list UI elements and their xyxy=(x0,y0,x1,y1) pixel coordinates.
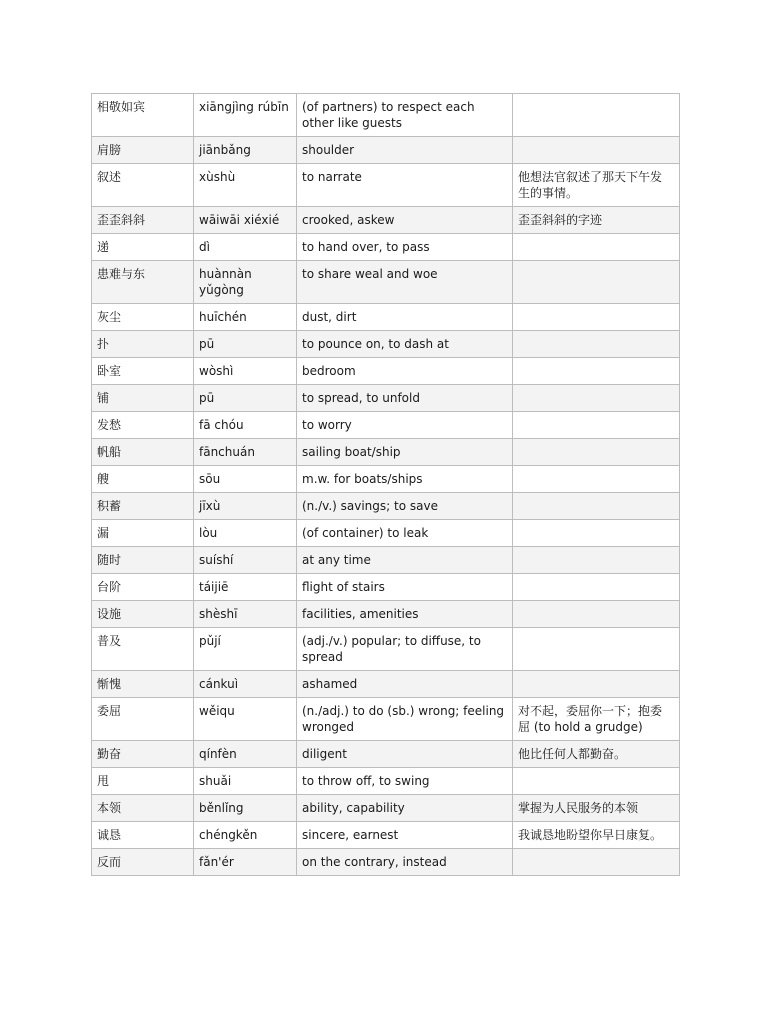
example-sentence-cell xyxy=(513,768,680,795)
example-sentence-cell xyxy=(513,520,680,547)
chinese-term-cell: 艘 xyxy=(92,466,194,493)
table-row xyxy=(92,137,680,164)
example-sentence-cell xyxy=(513,358,680,385)
table-row xyxy=(92,698,680,741)
pinyin-cell: wòshì xyxy=(194,358,297,385)
table-row xyxy=(92,671,680,698)
table-row xyxy=(92,822,680,849)
pinyin-cell: suíshí xyxy=(194,547,297,574)
chinese-term-cell: 递 xyxy=(92,234,194,261)
english-meaning-cell: flight of stairs xyxy=(297,574,513,601)
example-sentence-cell: 他比任何人都勤奋。 xyxy=(513,741,680,768)
chinese-term-cell: 肩膀 xyxy=(92,137,194,164)
english-meaning-cell: (of container) to leak xyxy=(297,520,513,547)
table-row xyxy=(92,601,680,628)
pinyin-cell: chéngkěn xyxy=(194,822,297,849)
chinese-term-cell: 灰尘 xyxy=(92,304,194,331)
pinyin-cell: huīchén xyxy=(194,304,297,331)
pinyin-cell: fā chóu xyxy=(194,412,297,439)
pinyin-cell: shèshī xyxy=(194,601,297,628)
english-meaning-cell: crooked, askew xyxy=(297,207,513,234)
chinese-term-cell: 患难与东 xyxy=(92,261,194,304)
chinese-term-cell: 台阶 xyxy=(92,574,194,601)
chinese-term-cell: 扑 xyxy=(92,331,194,358)
example-sentence-cell xyxy=(513,234,680,261)
table-row xyxy=(92,520,680,547)
table-row xyxy=(92,741,680,768)
chinese-term-cell: 卧室 xyxy=(92,358,194,385)
chinese-term-cell: 随时 xyxy=(92,547,194,574)
example-sentence-cell xyxy=(513,671,680,698)
chinese-term-cell: 诚恳 xyxy=(92,822,194,849)
vocabulary-table-body xyxy=(92,94,680,876)
pinyin-cell: xiāngjìng rúbīn xyxy=(194,94,297,137)
english-meaning-cell: ability, capability xyxy=(297,795,513,822)
example-sentence-cell: 掌握为人民服务的本领 xyxy=(513,795,680,822)
english-meaning-cell: ashamed xyxy=(297,671,513,698)
chinese-term-cell: 惭愧 xyxy=(92,671,194,698)
pinyin-cell: běnlǐng xyxy=(194,795,297,822)
table-row xyxy=(92,466,680,493)
example-sentence-cell: 他想法官叙述了那天下午发生的事情。 xyxy=(513,164,680,207)
table-row xyxy=(92,94,680,137)
pinyin-cell: fǎn'ér xyxy=(194,849,297,876)
example-sentence-cell xyxy=(513,574,680,601)
english-meaning-cell: to worry xyxy=(297,412,513,439)
table-row xyxy=(92,628,680,671)
english-meaning-cell: (adj./v.) popular; to diffuse, to spread xyxy=(297,628,513,671)
english-meaning-cell: to hand over, to pass xyxy=(297,234,513,261)
english-meaning-cell: on the contrary, instead xyxy=(297,849,513,876)
pinyin-cell: shuǎi xyxy=(194,768,297,795)
example-sentence-cell xyxy=(513,137,680,164)
english-meaning-cell: (n./v.) savings; to save xyxy=(297,493,513,520)
chinese-term-cell: 设施 xyxy=(92,601,194,628)
table-row xyxy=(92,164,680,207)
english-meaning-cell: bedroom xyxy=(297,358,513,385)
english-meaning-cell: m.w. for boats/ships xyxy=(297,466,513,493)
chinese-term-cell: 委屈 xyxy=(92,698,194,741)
example-sentence-cell xyxy=(513,261,680,304)
table-row xyxy=(92,849,680,876)
chinese-term-cell: 发愁 xyxy=(92,412,194,439)
pinyin-cell: qínfèn xyxy=(194,741,297,768)
example-sentence-cell xyxy=(513,385,680,412)
pinyin-cell: jīxù xyxy=(194,493,297,520)
chinese-term-cell: 相敬如宾 xyxy=(92,94,194,137)
pinyin-cell: sōu xyxy=(194,466,297,493)
example-sentence-cell xyxy=(513,439,680,466)
pinyin-cell: pū xyxy=(194,331,297,358)
table-row xyxy=(92,207,680,234)
pinyin-cell: xùshù xyxy=(194,164,297,207)
example-sentence-cell xyxy=(513,849,680,876)
chinese-term-cell: 甩 xyxy=(92,768,194,795)
chinese-term-cell: 铺 xyxy=(92,385,194,412)
example-sentence-cell: 歪歪斜斜的字迹 xyxy=(513,207,680,234)
english-meaning-cell: (n./adj.) to do (sb.) wrong; feeling wronged xyxy=(297,698,513,741)
english-meaning-cell: (of partners) to respect each other like guests xyxy=(297,94,513,137)
chinese-term-cell: 积蓄 xyxy=(92,493,194,520)
english-meaning-cell: at any time xyxy=(297,547,513,574)
english-meaning-cell: to narrate xyxy=(297,164,513,207)
table-row xyxy=(92,358,680,385)
english-meaning-cell: to throw off, to swing xyxy=(297,768,513,795)
table-row xyxy=(92,261,680,304)
table-row xyxy=(92,304,680,331)
example-sentence-cell: 对不起，委屈你一下；抱委屈 (to hold a grudge) xyxy=(513,698,680,741)
pinyin-cell: pū xyxy=(194,385,297,412)
vocabulary-table xyxy=(91,93,680,876)
table-row xyxy=(92,768,680,795)
pinyin-cell: lòu xyxy=(194,520,297,547)
chinese-term-cell: 勤奋 xyxy=(92,741,194,768)
chinese-term-cell: 反而 xyxy=(92,849,194,876)
english-meaning-cell: facilities, amenities xyxy=(297,601,513,628)
english-meaning-cell: to spread, to unfold xyxy=(297,385,513,412)
pinyin-cell: táijiē xyxy=(194,574,297,601)
english-meaning-cell: to pounce on, to dash at xyxy=(297,331,513,358)
pinyin-cell: fānchuán xyxy=(194,439,297,466)
example-sentence-cell xyxy=(513,493,680,520)
table-row xyxy=(92,439,680,466)
example-sentence-cell xyxy=(513,412,680,439)
chinese-term-cell: 普及 xyxy=(92,628,194,671)
english-meaning-cell: sincere, earnest xyxy=(297,822,513,849)
pinyin-cell: dì xyxy=(194,234,297,261)
chinese-term-cell: 漏 xyxy=(92,520,194,547)
chinese-term-cell: 歪歪斜斜 xyxy=(92,207,194,234)
table-row xyxy=(92,547,680,574)
pinyin-cell: wāiwāi xiéxié xyxy=(194,207,297,234)
chinese-term-cell: 帆船 xyxy=(92,439,194,466)
pinyin-cell: jiānbǎng xyxy=(194,137,297,164)
table-row xyxy=(92,412,680,439)
english-meaning-cell: diligent xyxy=(297,741,513,768)
example-sentence-cell xyxy=(513,304,680,331)
pinyin-cell: huànnàn yǔgòng xyxy=(194,261,297,304)
example-sentence-cell: 我诚恳地盼望你早日康复。 xyxy=(513,822,680,849)
example-sentence-cell xyxy=(513,331,680,358)
english-meaning-cell: dust, dirt xyxy=(297,304,513,331)
pinyin-cell: wěiqu xyxy=(194,698,297,741)
table-row xyxy=(92,385,680,412)
example-sentence-cell xyxy=(513,547,680,574)
table-row xyxy=(92,234,680,261)
chinese-term-cell: 本领 xyxy=(92,795,194,822)
table-row xyxy=(92,493,680,520)
example-sentence-cell xyxy=(513,601,680,628)
english-meaning-cell: to share weal and woe xyxy=(297,261,513,304)
pinyin-cell: cánkuì xyxy=(194,671,297,698)
example-sentence-cell xyxy=(513,466,680,493)
table-row xyxy=(92,331,680,358)
english-meaning-cell: sailing boat/ship xyxy=(297,439,513,466)
table-row xyxy=(92,574,680,601)
chinese-term-cell: 叙述 xyxy=(92,164,194,207)
table-row xyxy=(92,795,680,822)
pinyin-cell: pǔjí xyxy=(194,628,297,671)
example-sentence-cell xyxy=(513,94,680,137)
english-meaning-cell: shoulder xyxy=(297,137,513,164)
example-sentence-cell xyxy=(513,628,680,671)
